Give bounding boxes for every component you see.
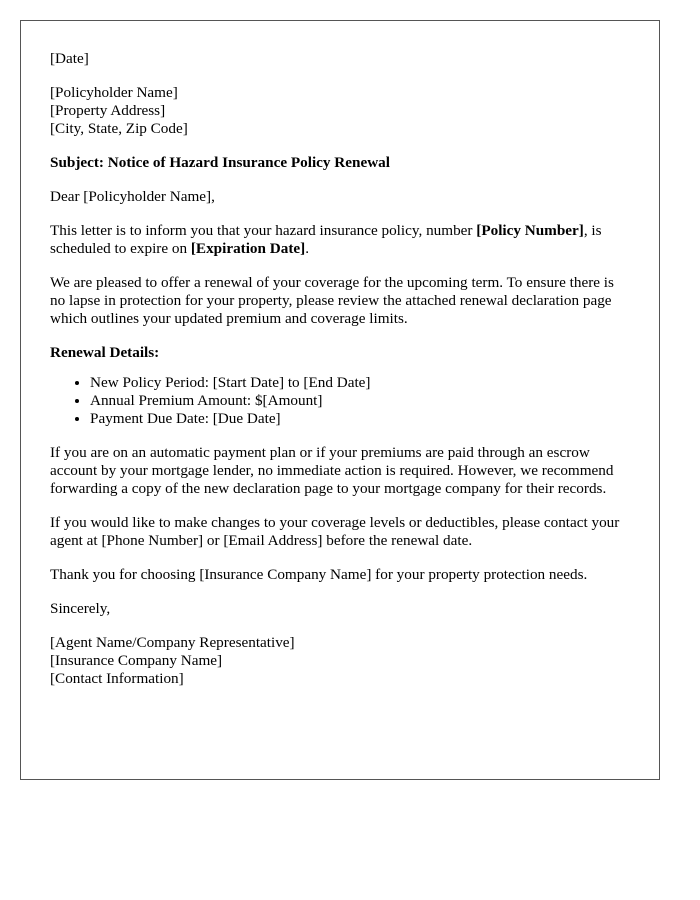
detail-payment-due: • Payment Due Date: [Due Date] [90,410,630,428]
recipient-name: [Policyholder Name] [50,84,178,101]
salutation: Dear [Policyholder Name], [50,188,215,205]
signature-company: [Insurance Company Name] [50,652,223,669]
closing: Sincerely, [50,600,111,617]
recipient-city-state-zip: [City, State, Zip Code] [50,120,188,137]
paragraph-renewal-offer: We are pleased to offer a renewal of your coverage for the upcoming term. To ensure there is no lapse in protection for your property, please review the attached renewal declaration page which outlines your updated premium and coverage limits. [50,274,614,327]
paragraph-contact-agent: If you would like to make changes to your coverage levels or deductibles, please contact your agent at [Phone Number] or [Email Address] before the renewal date. [50,514,620,549]
letter-date [50,50,630,68]
recipient-block [50,84,630,138]
date-text: [Date] [50,50,89,67]
signature-agent: [Agent Name/Company Representative] [50,634,295,651]
para1-text-start: This letter is to inform you that your hazard insurance policy, number [50,222,477,239]
policy-number: [Policy Number] [476,222,584,239]
paragraph-thank-you: Thank you for choosing [Insurance Company Name] for your property protection needs. [50,566,588,583]
letter-page [20,20,660,780]
para1-text-end: . [305,240,309,257]
para1-text-middle: , is scheduled to expire on [50,222,602,257]
subject-line: Subject: Notice of Hazard Insurance Policy Renewal [50,154,390,171]
renewal-details-heading: Renewal Details: [50,344,160,361]
signature-block [50,634,630,688]
detail-annual-premium: • Annual Premium Amount: $[Amount] [90,392,630,410]
expiration-date: [Expiration Date] [190,240,306,257]
signature-contact: [Contact Information] [50,670,184,687]
recipient-address: [Property Address] [50,102,166,119]
paragraph-policy-expiration [50,222,630,258]
detail-policy-period: • New Policy Period: [Start Date] to [End Date] [90,374,630,392]
renewal-details-list [50,374,630,428]
paragraph-automatic-payment: If you are on an automatic payment plan or if your premiums are paid through an escrow account by your mortgage lender, no immediate action is required. However, we recommend forwarding a copy of the new declaration page to your mortgage company for their records. [50,444,614,497]
